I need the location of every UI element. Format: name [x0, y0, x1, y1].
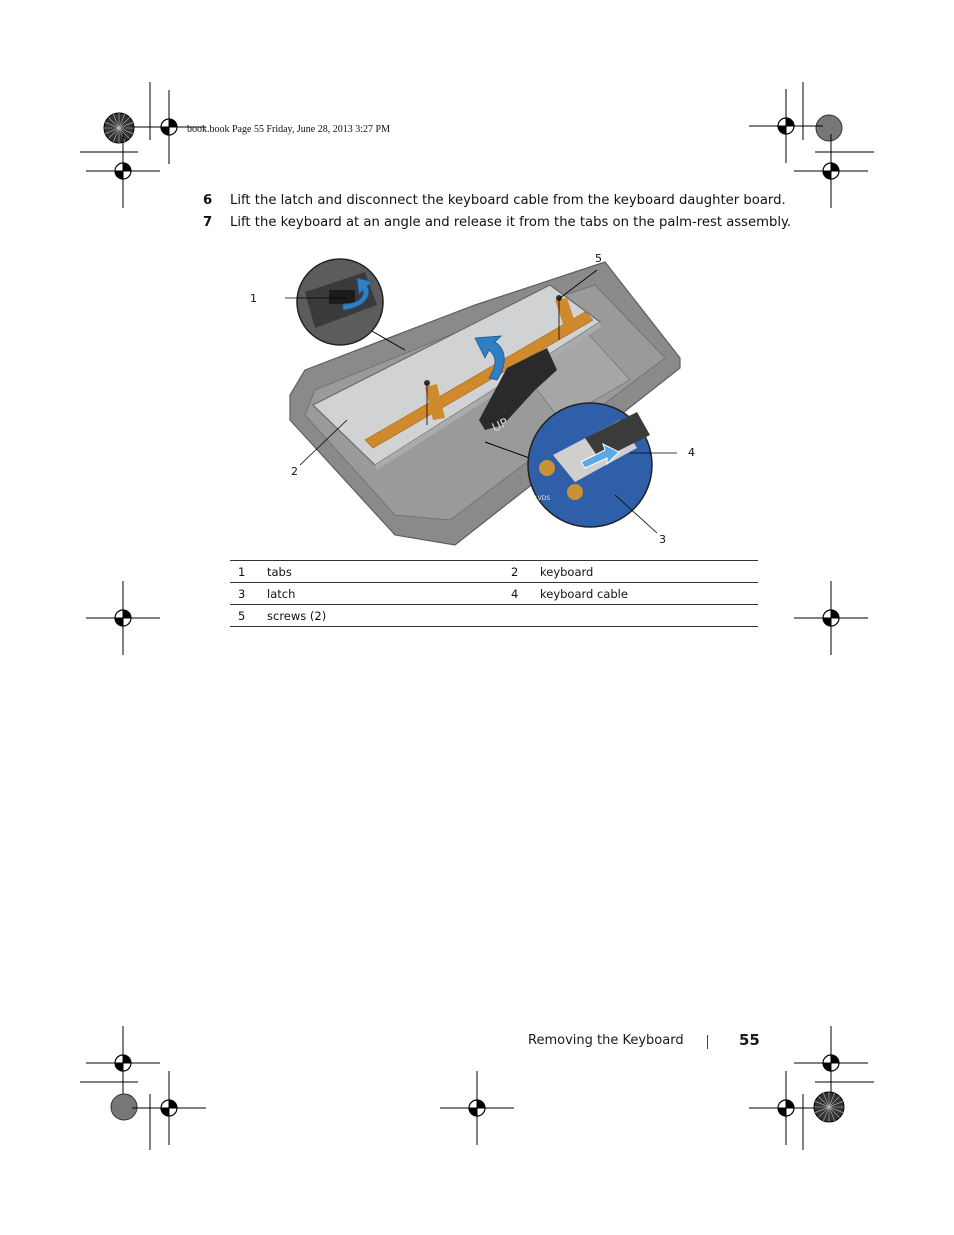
- step-text: Lift the keyboard at an angle and release it from the tabs on the palm-rest assembly.: [230, 215, 792, 230]
- callout-4: 4: [688, 446, 695, 459]
- table-row: [230, 605, 758, 627]
- keyboard-removal-illustration: [285, 250, 725, 550]
- callout-3: 3: [659, 533, 666, 546]
- step-number: 6: [203, 193, 213, 208]
- footer-divider: [707, 1035, 708, 1049]
- step-text: Lift the latch and disconnect the keyboard cable from the keyboard daughter board.: [230, 193, 786, 208]
- legend-number: 4: [503, 583, 540, 605]
- legend-label: [540, 605, 758, 627]
- callout-2: 2: [291, 465, 298, 478]
- table-row: [230, 561, 758, 583]
- legend-label: latch: [267, 583, 503, 605]
- legend-label: keyboard: [540, 561, 758, 583]
- svg-text:LVDS: LVDS: [535, 495, 551, 502]
- parts-legend-table: [230, 560, 758, 627]
- print-header: book.book Page 55 Friday, June 28, 2013 3:27 PM: [187, 124, 390, 135]
- legend-number: 2: [503, 561, 540, 583]
- callout-5: 5: [595, 252, 602, 265]
- step-number: 7: [203, 215, 213, 230]
- legend-number: [503, 605, 540, 627]
- table-row: [230, 583, 758, 605]
- legend-label: screws (2): [267, 605, 503, 627]
- footer-section-title: Removing the Keyboard: [528, 1033, 684, 1048]
- board-up-label: UP: [489, 415, 511, 435]
- legend-number: 3: [230, 583, 267, 605]
- legend-label: keyboard cable: [540, 583, 758, 605]
- callout-1: 1: [250, 292, 257, 305]
- legend-number: 1: [230, 561, 267, 583]
- page-number: 55: [739, 1031, 760, 1049]
- legend-number: 5: [230, 605, 267, 627]
- legend-label: tabs: [267, 561, 503, 583]
